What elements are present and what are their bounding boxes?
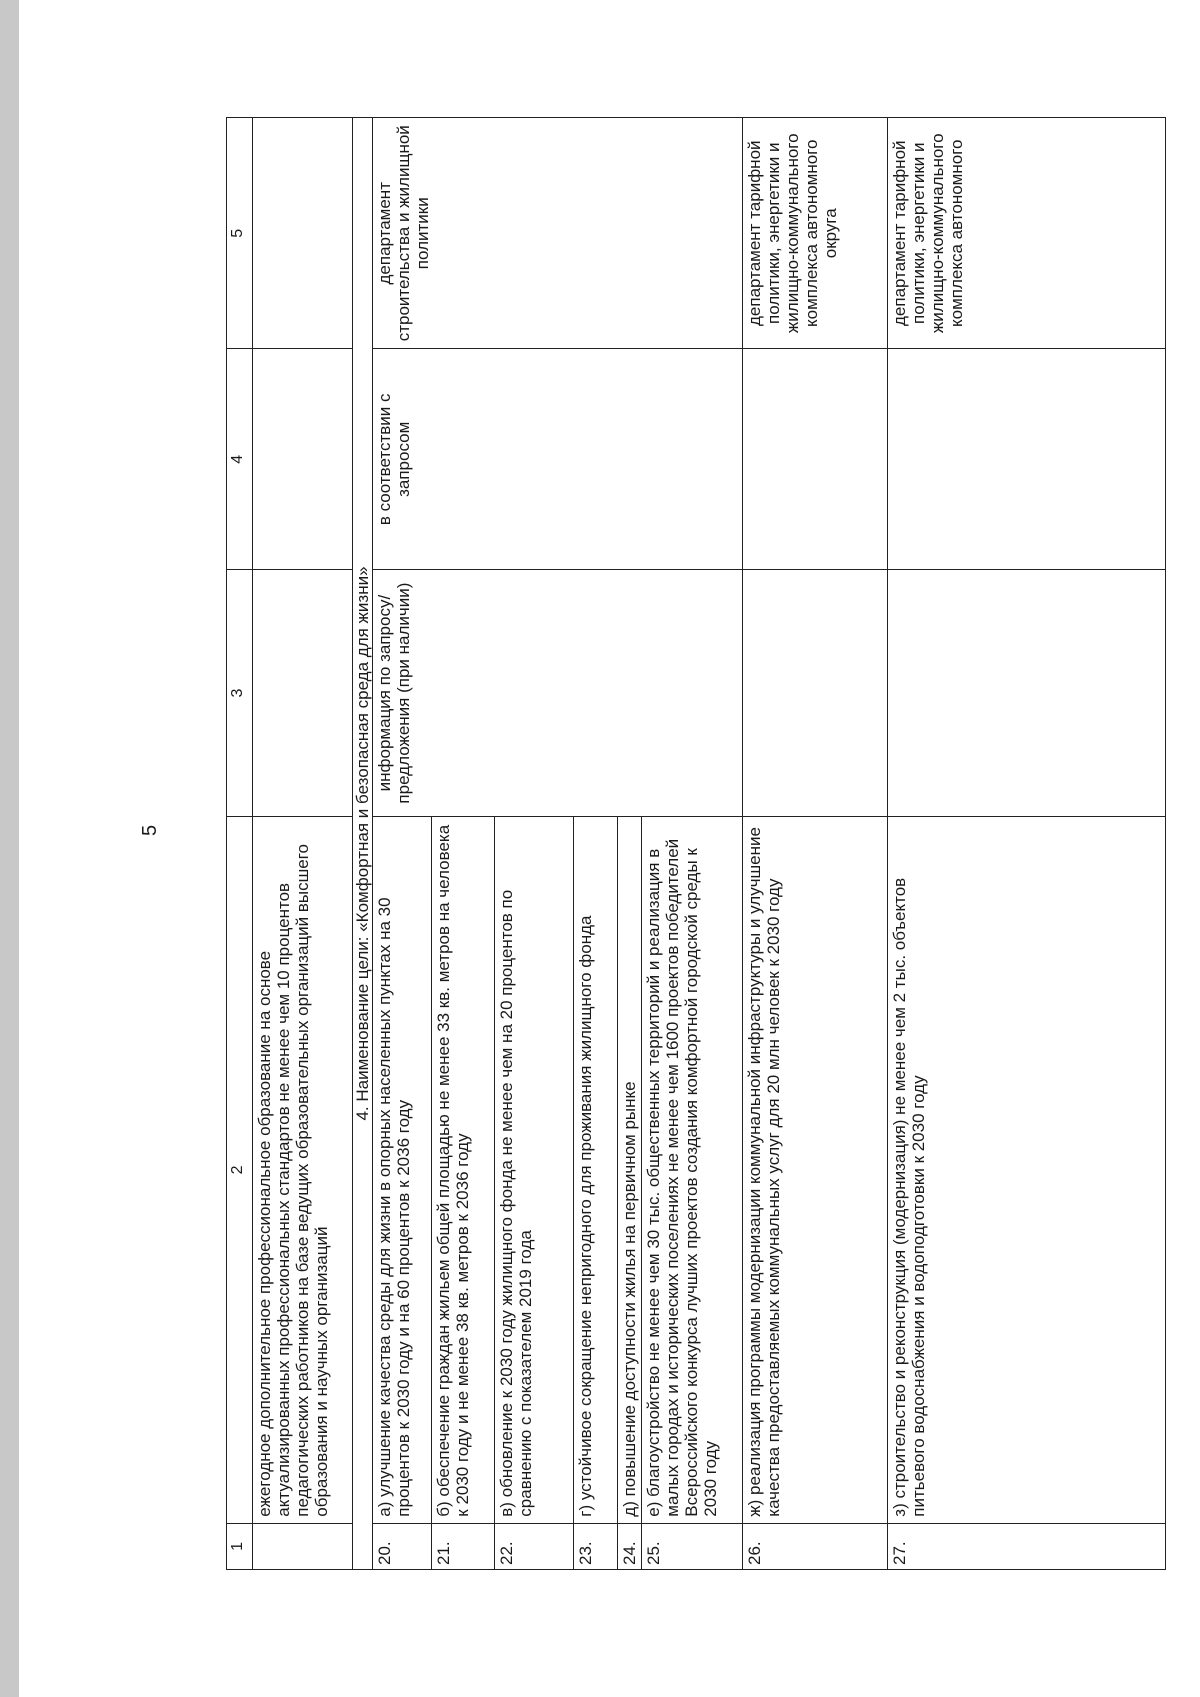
row-text: е) благоустройство не менее чем 30 тыс. общественных территорий и реализация в малых городах и исторических поселениях не менее чем 1600 проектов победителей Всероссийского конкурса лучших проектов создания комфортной городской среды к 2030 году xyxy=(642,817,743,1524)
goals-table xyxy=(226,117,1166,1570)
row-num: 25. xyxy=(642,1523,743,1569)
row-text: б) обеспечение граждан жильем общей площадью не менее 33 кв. метров на человека к 2030 году и не менее 38 кв. метров к 2036 году xyxy=(432,817,495,1524)
row-num: 23. xyxy=(574,1523,618,1569)
row-num: 24. xyxy=(618,1523,642,1569)
rotated-table-container xyxy=(226,117,1166,1570)
document-page xyxy=(19,0,1200,1697)
row27-col5: департамент тарифной политики, энергетики и жилищно-коммунального комплекса автономного xyxy=(888,118,1166,350)
row-text: з) строительство и реконструкция (модернизация) не менее чем 2 тыс. объектов питьевого водоснабжения и водоподготовки к 2030 году xyxy=(888,817,1166,1524)
group1-col3: информация по запросу/ предложения (при наличии) xyxy=(373,570,743,817)
row-text: ж) реализация программы модернизации коммунальной инфраструктуры и улучшение качества предоставляемых коммунальных услуг для 20 млн человек к 2030 году xyxy=(743,817,888,1524)
header-col-3: 3 xyxy=(227,570,253,817)
row-num: 20. xyxy=(373,1523,432,1569)
section-row xyxy=(353,118,373,1570)
header-row xyxy=(227,118,253,1570)
row-num: 21. xyxy=(432,1523,495,1569)
row-num: 22. xyxy=(495,1523,574,1569)
group1-col5: департамент строительства и жилищной политики xyxy=(373,118,743,350)
row-text: д) повышение доступности жилья на первичном рынке xyxy=(618,817,642,1524)
row-text: а) улучшение качества среды для жизни в опорных населенных пунктах на 30 процентов к 2030 году и на 60 процентов к 2036 году xyxy=(373,817,432,1524)
row-text: в) обновление к 2030 году жилищного фонда не менее чем на 20 процентов по сравнению с показателем 2019 года xyxy=(495,817,574,1524)
table-row xyxy=(373,118,432,1570)
row-num: 26. xyxy=(743,1523,888,1569)
continued-num xyxy=(253,1523,353,1569)
section-title: 4. Наименование цели: «Комфортная и безопасная среда для жизни» xyxy=(353,118,373,1570)
table-row xyxy=(743,118,888,1570)
group1-col4: в соответствии с запросом xyxy=(373,349,743,570)
continued-row xyxy=(253,118,353,1570)
header-col-2: 2 xyxy=(227,817,253,1524)
row26-col5: департамент тарифной политики, энергетики и жилищно-коммунального комплекса автономного округа xyxy=(743,118,888,350)
header-col-1: 1 xyxy=(227,1523,253,1569)
header-col-4: 4 xyxy=(227,349,253,570)
table-row xyxy=(888,118,1166,1570)
header-col-5: 5 xyxy=(227,118,253,350)
row-num: 27. xyxy=(888,1523,1166,1569)
page-number: 5 xyxy=(139,824,161,836)
row-text: г) устойчивое сокращение непригодного для проживания жилищного фонда xyxy=(574,817,618,1524)
continued-text: ежегодное дополнительное профессиональное образование на основе актуализированных профессиональных стандартов не менее чем 10 процентов педагогических работников на базе ведущих образовательных организаций высшего образования и научных организаций xyxy=(253,817,353,1524)
